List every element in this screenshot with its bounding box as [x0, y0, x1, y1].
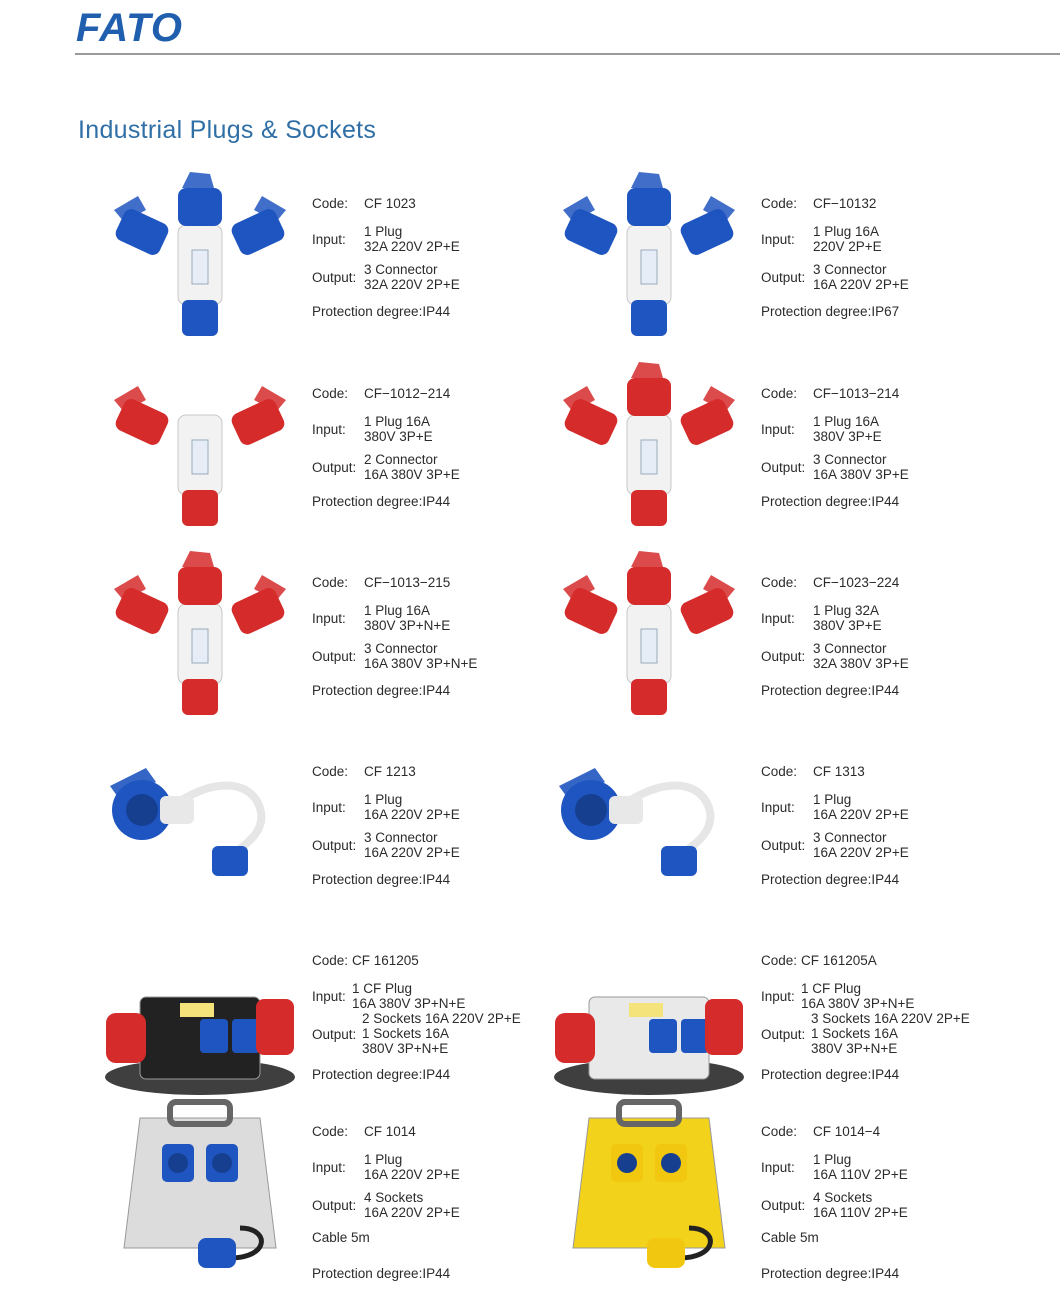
code-label: Code:	[761, 1124, 798, 1139]
output-value	[364, 641, 477, 671]
protection-degree: Protection degree:IP44	[312, 1067, 451, 1082]
product-photo	[549, 360, 749, 540]
product-card	[100, 549, 600, 729]
code-label: Code:	[312, 1124, 349, 1139]
code-label: Code:	[761, 953, 798, 968]
product-image	[100, 360, 300, 540]
product-code: CF−10132	[813, 196, 877, 211]
input-value	[813, 414, 882, 444]
output-line: 4 Sockets	[813, 1190, 873, 1205]
product-image	[100, 738, 300, 918]
output-value	[813, 262, 909, 292]
input-line: 1 Plug 16A	[813, 414, 880, 429]
product-code: CF 161205	[352, 953, 419, 968]
output-label: Output:	[761, 649, 806, 664]
input-line: 380V 3P+E	[813, 618, 882, 633]
product-card	[100, 360, 600, 540]
protection-degree: Protection degree:IP44	[312, 494, 451, 509]
output-value	[364, 830, 460, 860]
output-label: Output:	[761, 1198, 806, 1213]
output-line: 3 Sockets 16A 220V 2P+E	[811, 1011, 970, 1026]
output-line: 3 Connector	[364, 641, 438, 656]
input-value	[352, 981, 465, 1011]
input-line: 1 Plug	[364, 224, 403, 239]
output-label: Output:	[312, 1198, 357, 1213]
input-value	[364, 414, 433, 444]
protection-degree: Protection degree:IP44	[761, 683, 900, 698]
code-label: Code:	[761, 196, 798, 211]
product-card	[549, 170, 1049, 350]
input-line: 1 Plug	[364, 1152, 403, 1167]
input-line: 16A 380V 3P+N+E	[352, 996, 466, 1011]
product-image	[100, 170, 300, 350]
input-value	[813, 224, 882, 254]
protection-degree: Protection degree:IP44	[312, 872, 451, 887]
product-image	[549, 170, 749, 350]
input-label: Input:	[761, 1160, 795, 1175]
output-label: Output:	[312, 270, 357, 285]
input-label: Input:	[312, 232, 346, 247]
output-line: 3 Connector	[813, 262, 887, 277]
output-line: 16A 220V 2P+E	[813, 277, 909, 292]
output-label: Output:	[761, 838, 806, 853]
output-line: 380V 3P+N+E	[811, 1041, 898, 1056]
output-label: Output:	[761, 460, 806, 475]
input-line: 32A 220V 2P+E	[364, 239, 460, 254]
input-label: Input:	[312, 422, 346, 437]
output-line: 16A 110V 2P+E	[813, 1205, 908, 1220]
product-code: CF 1014	[364, 1124, 416, 1139]
input-value	[364, 1152, 460, 1182]
input-line: 380V 3P+E	[813, 429, 882, 444]
output-label: Output:	[761, 270, 806, 285]
output-label: Output:	[312, 460, 357, 475]
output-line: 4 Sockets	[364, 1190, 424, 1205]
input-line: 1 Plug 16A	[364, 414, 431, 429]
protection-degree: Protection degree:IP44	[761, 494, 900, 509]
output-label: Output:	[761, 1027, 806, 1042]
product-photo	[100, 1098, 300, 1278]
product-code: CF−1013−215	[364, 575, 451, 590]
product-photo	[549, 1098, 749, 1278]
product-photo	[549, 170, 749, 350]
product-image	[549, 927, 749, 1107]
cable-length: Cable 5m	[761, 1230, 819, 1245]
output-line: 16A 220V 2P+E	[813, 845, 909, 860]
input-line: 1 Plug 16A	[813, 224, 880, 239]
protection-degree: Protection degree:IP44	[761, 1067, 900, 1082]
protection-degree: Protection degree:IP44	[312, 304, 451, 319]
product-card	[549, 549, 1049, 729]
output-line: 1 Sockets 16A	[362, 1026, 450, 1041]
product-card	[549, 738, 1049, 918]
product-image	[549, 1098, 749, 1278]
code-label: Code:	[312, 386, 349, 401]
input-label: Input:	[761, 232, 795, 247]
product-card	[100, 170, 600, 350]
product-photo	[549, 738, 749, 918]
output-value	[813, 641, 909, 671]
input-label: Input:	[312, 1160, 346, 1175]
input-line: 16A 220V 2P+E	[364, 807, 460, 822]
input-line: 220V 2P+E	[813, 239, 882, 254]
output-line: 2 Sockets 16A 220V 2P+E	[362, 1011, 521, 1026]
input-line: 16A 220V 2P+E	[813, 807, 909, 822]
code-label: Code:	[761, 386, 798, 401]
output-value	[813, 830, 909, 860]
input-label: Input:	[761, 422, 795, 437]
output-value	[364, 262, 460, 292]
code-label: Code:	[761, 575, 798, 590]
input-line: 1 Plug 16A	[364, 603, 431, 618]
product-code: CF−1012−214	[364, 386, 451, 401]
output-line: 3 Connector	[813, 830, 887, 845]
input-value	[801, 981, 914, 1011]
output-line: 380V 3P+N+E	[362, 1041, 449, 1056]
product-image	[100, 1098, 300, 1278]
code-label: Code:	[312, 764, 349, 779]
output-line: 16A 220V 2P+E	[364, 845, 460, 860]
input-label: Input:	[312, 800, 346, 815]
cable-length: Cable 5m	[312, 1230, 370, 1245]
input-line: 16A 110V 2P+E	[813, 1167, 908, 1182]
input-line: 1 Plug 32A	[813, 603, 880, 618]
output-line: 32A 220V 2P+E	[364, 277, 460, 292]
protection-degree: Protection degree:IP44	[312, 1266, 451, 1281]
product-code: CF 1023	[364, 196, 416, 211]
output-line: 16A 220V 2P+E	[364, 1205, 460, 1220]
input-line: 1 CF Plug	[352, 981, 413, 996]
output-label: Output:	[312, 649, 357, 664]
output-line: 16A 380V 3P+E	[364, 467, 460, 482]
product-card	[549, 360, 1049, 540]
input-label: Input:	[761, 611, 795, 626]
product-card	[100, 1098, 600, 1281]
product-card	[100, 927, 600, 1107]
product-code: CF 1313	[813, 764, 865, 779]
output-value	[364, 452, 460, 482]
input-label: Input:	[761, 989, 795, 1004]
output-line: 2 Connector	[364, 452, 438, 467]
product-code: CF−1023−224	[813, 575, 900, 590]
input-value	[813, 1152, 908, 1182]
product-photo	[100, 549, 300, 729]
product-card	[549, 1098, 1049, 1281]
page-title: Industrial Plugs & Sockets	[78, 116, 377, 144]
output-value	[362, 1011, 521, 1056]
input-line: 16A 220V 2P+E	[364, 1167, 460, 1182]
code-label: Code:	[312, 953, 349, 968]
output-value	[813, 1190, 908, 1220]
output-label: Output:	[312, 838, 357, 853]
product-photo	[549, 549, 749, 729]
product-photo	[100, 170, 300, 350]
product-photo	[100, 360, 300, 540]
product-card	[100, 738, 600, 918]
product-image	[549, 549, 749, 729]
output-value	[813, 452, 909, 482]
product-image	[100, 549, 300, 729]
output-line: 32A 380V 3P+E	[813, 656, 909, 671]
code-label: Code:	[312, 575, 349, 590]
input-value	[813, 792, 909, 822]
protection-degree: Protection degree:IP44	[761, 872, 900, 887]
input-value	[364, 603, 450, 633]
output-line: 3 Connector	[364, 830, 438, 845]
input-label: Input:	[761, 800, 795, 815]
fato-logo: FATO	[76, 6, 183, 50]
product-photo	[100, 927, 300, 1107]
product-image	[100, 927, 300, 1107]
protection-degree: Protection degree:IP67	[761, 304, 900, 319]
output-line: 1 Sockets 16A	[811, 1026, 899, 1041]
output-line: 16A 380V 3P+N+E	[364, 656, 478, 671]
input-value	[813, 603, 882, 633]
code-label: Code:	[312, 196, 349, 211]
output-line: 16A 380V 3P+E	[813, 467, 909, 482]
input-line: 16A 380V 3P+N+E	[801, 996, 915, 1011]
input-line: 1 Plug	[813, 792, 852, 807]
output-value	[811, 1011, 970, 1056]
protection-degree: Protection degree:IP44	[761, 1266, 900, 1281]
header-divider	[75, 53, 1060, 55]
product-code: CF 1014−4	[813, 1124, 881, 1139]
product-code: CF 1213	[364, 764, 416, 779]
input-value	[364, 224, 460, 254]
code-label: Code:	[761, 764, 798, 779]
input-label: Input:	[312, 611, 346, 626]
input-label: Input:	[312, 989, 346, 1004]
product-code: CF 161205A	[801, 953, 877, 968]
product-image	[549, 360, 749, 540]
input-value	[364, 792, 460, 822]
protection-degree: Protection degree:IP44	[312, 683, 451, 698]
input-line: 1 CF Plug	[801, 981, 862, 996]
input-line: 1 Plug	[813, 1152, 852, 1167]
output-label: Output:	[312, 1027, 357, 1042]
product-photo	[100, 738, 300, 918]
input-line: 380V 3P+E	[364, 429, 433, 444]
product-photo	[549, 927, 749, 1107]
output-line: 3 Connector	[813, 641, 887, 656]
input-line: 1 Plug	[364, 792, 403, 807]
output-value	[364, 1190, 460, 1220]
input-line: 380V 3P+N+E	[364, 618, 451, 633]
product-card	[549, 927, 1049, 1107]
output-line: 3 Connector	[364, 262, 438, 277]
product-code: CF−1013−214	[813, 386, 900, 401]
product-image	[549, 738, 749, 918]
output-line: 3 Connector	[813, 452, 887, 467]
